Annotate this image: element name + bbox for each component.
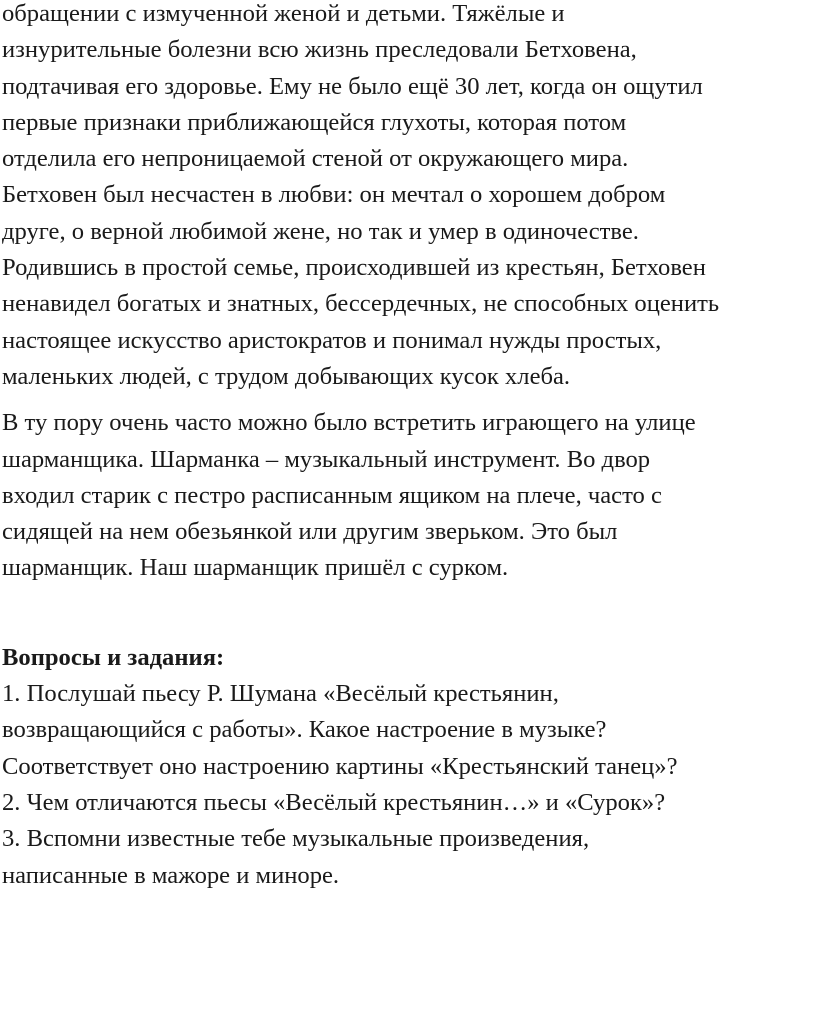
- question-line: возвращающийся с работы». Какое настроение в музыке?: [2, 716, 607, 744]
- text-line: сидящей на нем обезьянкой или другим зверьком. Это был: [2, 518, 618, 546]
- question-line: Соответствует оно настроению картины «Крестьянский танец»?: [2, 752, 678, 780]
- text-line: настоящее искусство аристократов и понимал нужды простых,: [2, 326, 662, 354]
- text-line: Родившись в простой семье, происходившей из крестьян, Бетховен: [2, 254, 706, 282]
- text-line: подтачивая его здоровье. Ему не было ещё 30 лет, когда он ощутил: [2, 72, 703, 100]
- text-line: обращении с измученной женой и детьми. Тяжёлые и: [2, 0, 565, 27]
- text-line: первые признаки приближающейся глухоты, которая потом: [2, 108, 627, 136]
- document-page: [2, 0, 814, 894]
- question-line: написанные в мажоре и миноре.: [2, 861, 340, 889]
- question-line: 1. Послушай пьесу Р. Шумана «Весёлый крестьянин,: [2, 680, 559, 708]
- questions-heading: Вопросы и задания:: [2, 643, 225, 671]
- text-line: отделила его непроницаемой стеной от окружающего мира.: [2, 145, 629, 173]
- text-line: друге, о верной любимой жене, но так и умер в одиночестве.: [2, 217, 639, 245]
- paragraph-beethoven-biography: [2, 0, 814, 395]
- text-line: изнурительные болезни всю жизнь преследовали Бетховена,: [2, 36, 637, 64]
- text-line: В ту пору очень часто можно было встретить играющего на улице: [2, 409, 696, 437]
- questions-section: [2, 640, 814, 894]
- question-line: 2. Чем отличаются пьесы «Весёлый крестьянин…» и «Сурок»?: [2, 788, 666, 816]
- text-line: шарманщика. Шарманка – музыкальный инструмент. Во двор: [2, 445, 651, 473]
- text-line: шарманщик. Наш шарманщик пришёл с сурком.: [2, 554, 509, 582]
- question-line: 3. Вспомни известные тебе музыкальные произведения,: [2, 825, 590, 853]
- text-line: ненавидел богатых и знатных, бессердечных, не способных оценить: [2, 290, 720, 318]
- text-line: входил старик с пестро расписанным ящиком на плече, часто с: [2, 481, 662, 509]
- paragraph-organ-grinder: [2, 405, 814, 586]
- text-line: Бетховен был несчастен в любви: он мечтал о хорошем добром: [2, 181, 666, 209]
- text-line: маленьких людей, с трудом добывающих кусок хлеба.: [2, 362, 571, 390]
